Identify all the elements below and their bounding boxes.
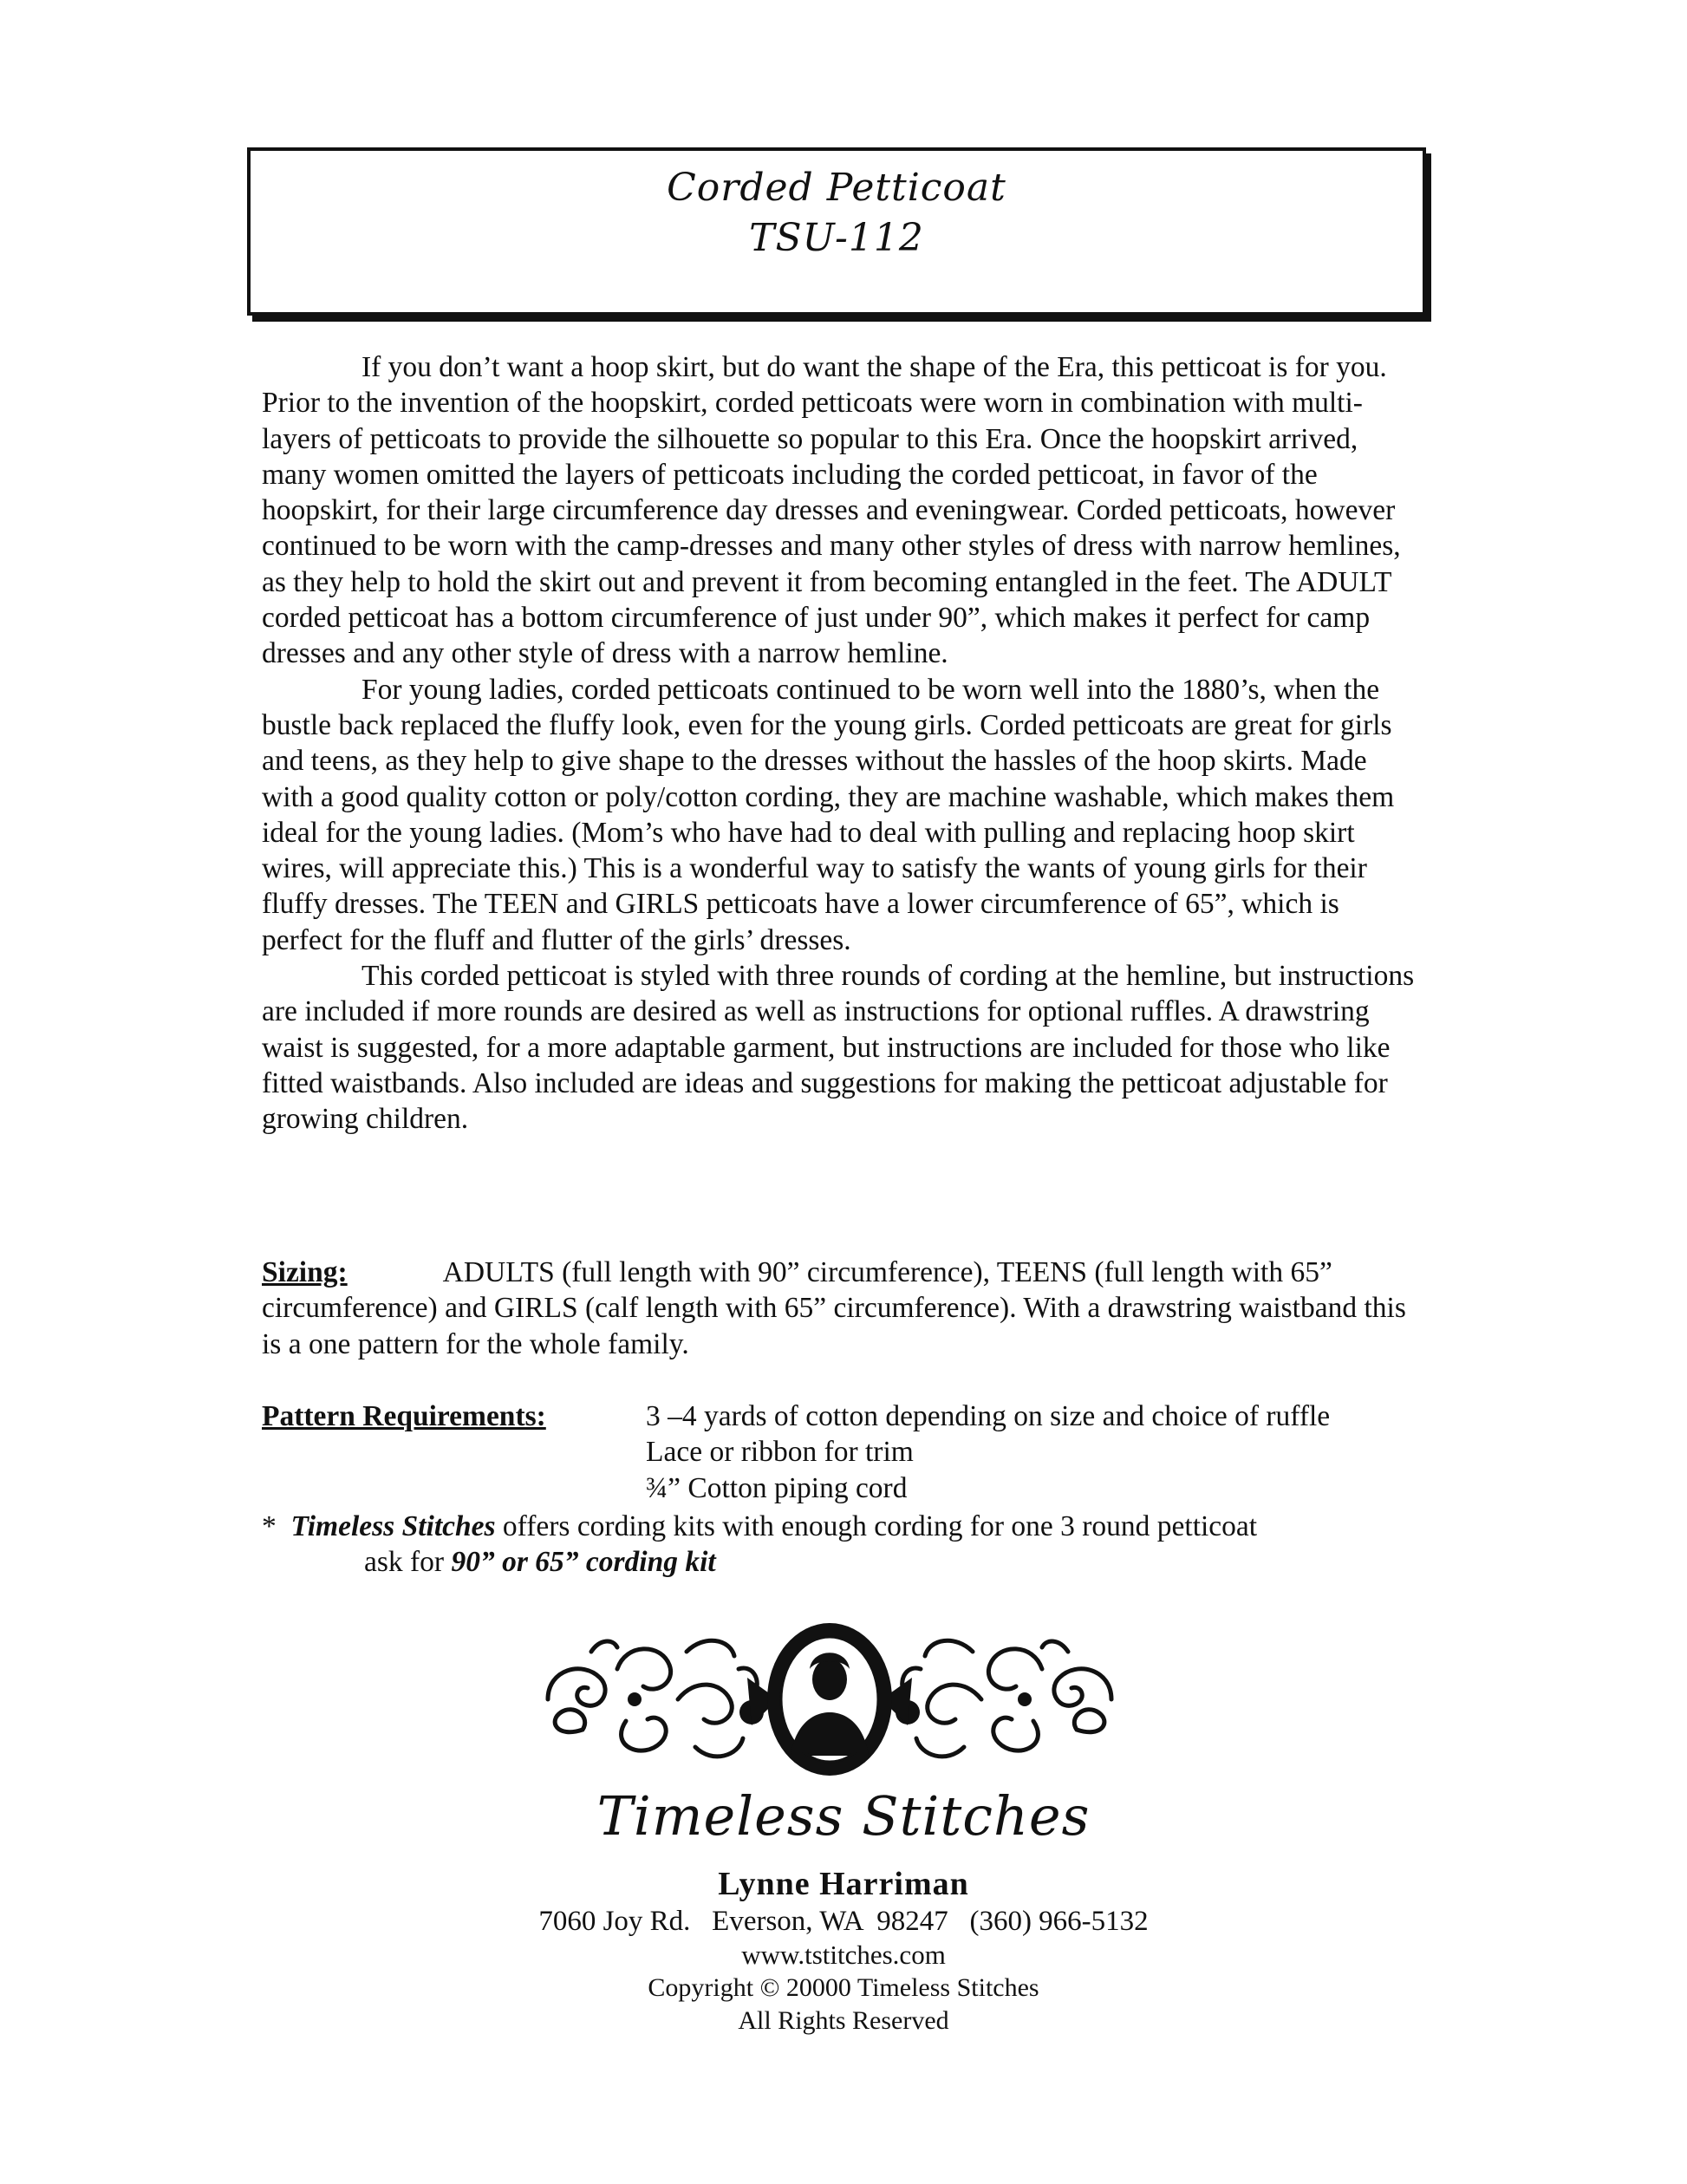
pattern-code: TSU-112 [749,216,924,260]
note-kit: 90” or 65” cording kit [451,1546,716,1579]
copyright-line: Copyright © 20000 Timeless Stitches [648,1973,1039,2002]
website-link[interactable]: www.tstitches.com [741,1940,946,1970]
title-box [247,147,1426,316]
pattern-title: Corded Petticoat [667,166,1006,210]
brand-logo-text: Timeless Stitches [596,1784,1091,1848]
intro-paragraph: This corded petticoat is styled with three rounds of cording at the hemline, but instructions are included if more rounds are desired as well as instructions for optional ruffles. A drawstring waist is suggested, for a more adaptable garment, but instructions are included for those who like fitted waistbands. Also included are ideas and suggestions for making the petticoat adjustable for growing children. [262,960,1415,1136]
requirement-item: 3 –4 yards of cotton depending on size and choice of ruffle [646,1400,1331,1432]
note-text: offers cording kits with enough cording for one 3 round petticoat [502,1510,1258,1542]
cording-kit-note [262,1509,1475,1581]
requirement-item: Lace or ribbon for trim [646,1436,914,1469]
requirements-list [646,1398,1330,1506]
requirements-section [262,1398,1415,1506]
note-star: * [262,1510,277,1542]
requirement-item: ¾” Cotton piping cord [646,1471,908,1504]
sizing-text: ADULTS (full length with 90” circumference), TEENS (full length with 65” circumference) and GIRLS (calf length with 65” circumference). With a drawstring waistband this is a one pattern for the whole family. [262,1256,1406,1360]
sizing-label: Sizing: [262,1256,348,1288]
note-brand: Timeless Stitches [290,1510,496,1542]
note-ask: ask for [364,1546,445,1579]
contact-block [0,1864,1687,2037]
sizing-section [262,1255,1415,1362]
intro-paragraph: If you don’t want a hoop skirt, but do want the shape of the Era, this petticoat is for you. Prior to the invention of the hoopskirt, corded petticoats were worn in combination with multi-layers of petticoats to provide the silhouette so popular to this Era. Once the hoopskirt arrived, many women omitted the layers of petticoats including the corded petticoat, in favor of the hoopskirt, for their large circumference day dresses and eveningwear. Corded petticoats, however continued to be worn with the camp-dresses and many other styles of dress with narrow hemlines, as they help to hold the skirt out and prevent it from becoming entangled in the feet. The ADULT corded petticoat has a bottom circumference of just under 90”, which makes it perfect for camp dresses and any other style of dress with a narrow hemline. [262,351,1401,670]
rights-line: All Rights Reserved [738,2006,949,2035]
requirements-label: Pattern Requirements: [262,1400,546,1432]
designer-name: Lynne Harriman [718,1866,969,1902]
intro-text [262,349,1415,1138]
cameo-ornament-icon [531,1617,1129,1782]
address-line: 7060 Joy Rd. Everson, WA 98247 (360) 966-5132 [538,1906,1149,1937]
intro-paragraph: For young ladies, corded petticoats continued to be worn well into the 1880’s, when the bustle back replaced the fluffy look, even for the young girls. Corded petticoats are great for girls and teens, as they help to give shape to the dresses without the hassles of the hoop skirts. Made with a good quality cotton or poly/cotton cording, they are machine washable, which makes them ideal for the young ladies. (Mom’s who have had to deal with pulling and replacing hoop skirt wires, will appreciate this.) This is a wonderful way to satisfy the wants of young girls for their fluffy dresses. The TEEN and GIRLS petticoats have a lower circumference of 65”, which is perfect for the fluff and flutter of the girls’ dresses. [262,673,1395,956]
